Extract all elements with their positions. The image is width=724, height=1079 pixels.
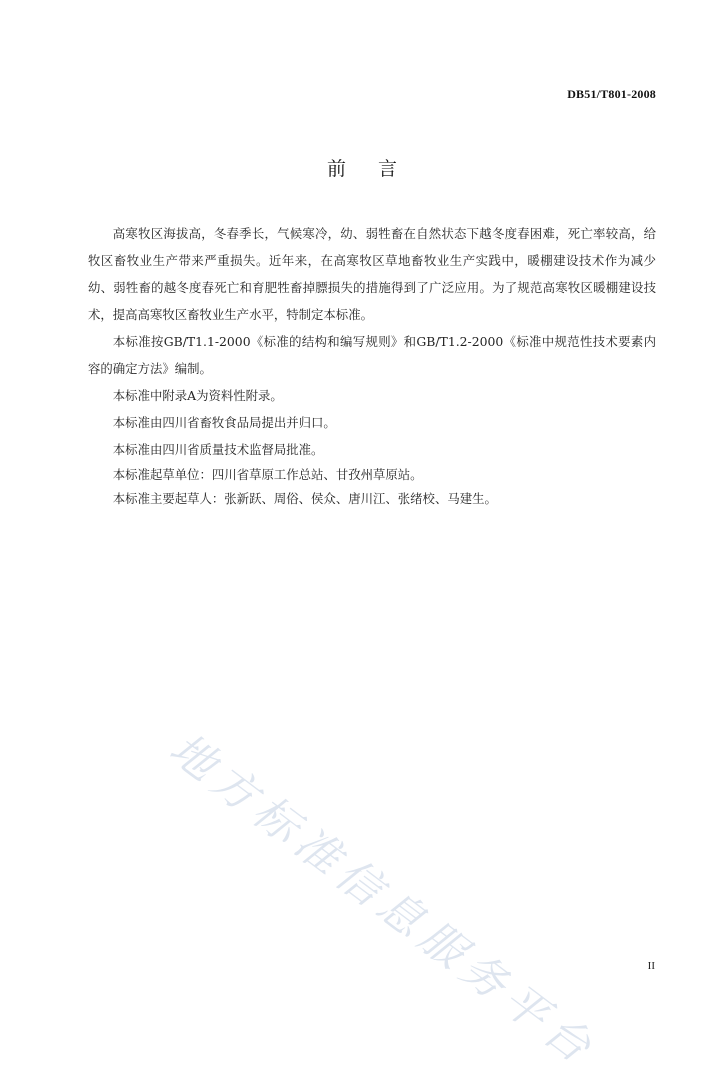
watermark: 地方标准信息服务平台	[159, 723, 606, 1077]
paragraph-approver: 本标准由四川省质量技术监督局批准。	[112, 442, 324, 457]
paragraph-drafters: 本标准主要起草人：张新跃、周俗、侯众、唐川江、张绪校、马建生。	[112, 491, 497, 506]
page-title: 前言	[326, 158, 429, 180]
standard-code: DB51/T801-2008	[567, 87, 656, 101]
paragraph-appendix: 本标准中附录A为资料性附录。	[112, 388, 283, 403]
paragraph-proposer: 本标准由四川省畜牧食品局提出并归口。	[112, 415, 336, 430]
paragraph-drafting-rules: 本标准按GB/T1.1-2000《标准的结构和编写规则》和GB/T1.2-2000《标准中规范性技术要素内容的确定方法》编制。	[88, 334, 656, 376]
foreword-body	[88, 220, 656, 511]
paragraph-drafting-units: 本标准起草单位：四川省草原工作总站、甘孜州草原站。	[112, 467, 423, 482]
paragraph-background: 高寒牧区海拔高，冬春季长，气候寒冷，幼、弱牲畜在自然状态下越冬度春困难，死亡率较高，给牧区畜牧业生产带来严重损失。近年来，在高寒牧区草地畜牧业生产实践中，暖棚建设技术作为减少幼、弱牲畜的越冬度春死亡和育肥牲畜掉膘损失的措施得到了广泛应用。为了规范高寒牧区暖棚建设技术，提高高寒牧区畜牧业生产水平，特制定本标准。	[88, 226, 656, 322]
page-number: II	[647, 960, 655, 972]
